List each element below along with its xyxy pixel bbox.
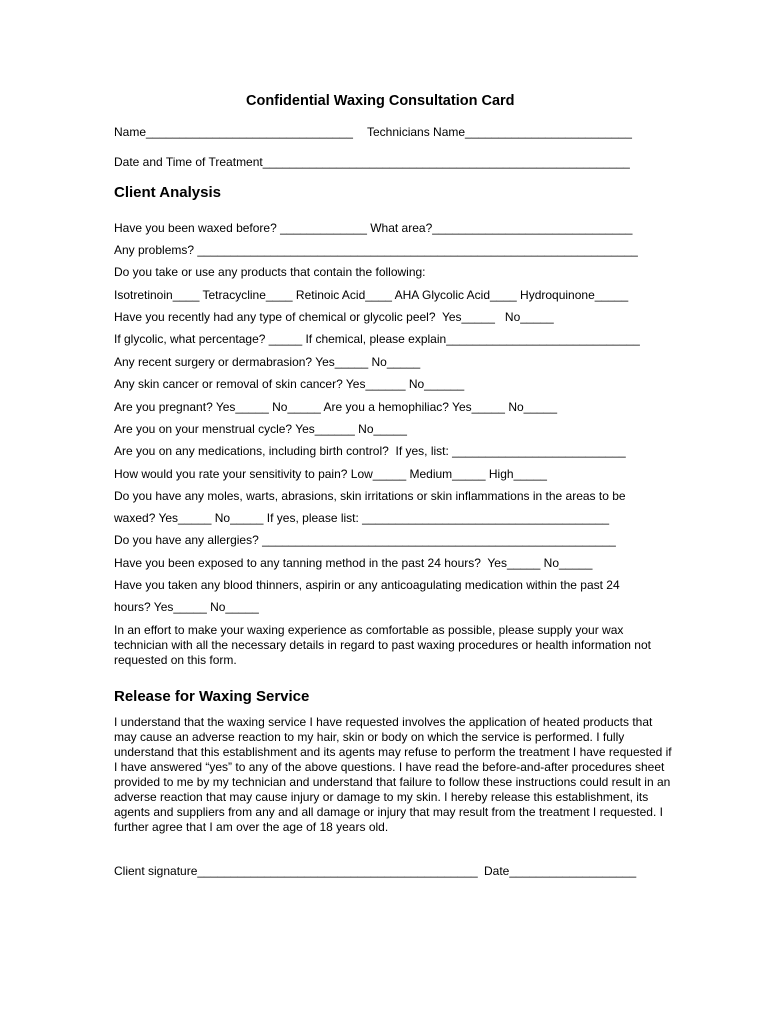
question-problems[interactable]: Any problems? __________________________________________________________________ bbox=[114, 243, 638, 257]
technician-name-field[interactable]: Technicians Name_________________________ bbox=[367, 125, 632, 139]
question-skin-cancer[interactable]: Any skin cancer or removal of skin cancer? Yes______ No______ bbox=[114, 377, 465, 391]
question-blood-thinners-answer[interactable]: hours? Yes_____ No_____ bbox=[114, 600, 259, 614]
question-peel[interactable]: Have you recently had any type of chemical or glycolic peel? Yes_____ No_____ bbox=[114, 310, 554, 324]
question-surgery[interactable]: Any recent surgery or dermabrasion? Yes_____ No_____ bbox=[114, 355, 421, 369]
question-skin-conditions-answer[interactable]: waxed? Yes_____ No_____ If yes, please list: _____________________________________ bbox=[114, 511, 610, 525]
page-title: Confidential Waxing Consultation Card bbox=[246, 93, 515, 109]
question-pain-sensitivity[interactable]: How would you rate your sensitivity to pain? Low_____ Medium_____ High_____ bbox=[114, 467, 547, 481]
client-signature-field[interactable]: Client signature__________________________________________ bbox=[114, 864, 478, 878]
question-skin-conditions: Do you have any moles, warts, abrasions, skin irritations or skin inflammations in the areas to be bbox=[114, 489, 626, 503]
question-tanning[interactable]: Have you been exposed to any tanning method in the past 24 hours? Yes_____ No_____ bbox=[114, 556, 593, 570]
signature-date-field[interactable]: Date___________________ bbox=[484, 864, 637, 878]
question-waxed-before[interactable]: Have you been waxed before? _____________ What area?______________________________ bbox=[114, 221, 633, 235]
release-text: I understand that the waxing service I have requested involves the application of heated products that may cause an adverse reaction to my hair, skin or body on which the service is performed. I fully understand that this establishment and its agents may refuse to perform the treatment I have requested if I have answered “yes” to any of the above questions. I have read the before-and-after procedures sheet provided to me by my technician and understand that failure to follow these instructions could result in an adverse reaction that may cause injury or damage to my skin. I hereby release this establishment, its agents and suppliers from any and all damage or injury that may result from the treatment I requested. I further agree that I am over the age of 18 years old. bbox=[114, 715, 672, 834]
question-blood-thinners: Have you taken any blood thinners, aspirin or any anticoagulating medication within the past 24 bbox=[114, 578, 620, 592]
question-pregnant-hemophiliac[interactable]: Are you pregnant? Yes_____ No_____ Are you a hemophiliac? Yes_____ No_____ bbox=[114, 400, 558, 414]
date-time-field[interactable]: Date and Time of Treatment_______________________________________________________ bbox=[114, 155, 630, 169]
question-glycolic-percentage[interactable]: If glycolic, what percentage? _____ If chemical, please explain_____________________________ bbox=[114, 332, 640, 346]
question-allergies[interactable]: Do you have any allergies? _____________________________________________________ bbox=[114, 533, 616, 547]
release-heading: Release for Waxing Service bbox=[114, 688, 310, 705]
name-field[interactable]: Name_______________________________ bbox=[114, 125, 353, 139]
question-medications[interactable]: Are you on any medications, including birth control? If yes, list: __________________________ bbox=[114, 444, 626, 458]
question-menstrual-cycle[interactable]: Are you on your menstrual cycle? Yes______ No_____ bbox=[114, 422, 407, 436]
analysis-note: In an effort to make your waxing experience as comfortable as possible, please supply your wax technician with all the necessary details in regard to past waxing procedures or health information not requested on this form. bbox=[114, 623, 651, 667]
question-products-list[interactable]: Isotretinoin____ Tetracycline____ Retinoic Acid____ AHA Glycolic Acid____ Hydroquinone_____ bbox=[114, 288, 629, 302]
client-analysis-heading: Client Analysis bbox=[114, 184, 221, 201]
question-products-intro: Do you take or use any products that contain the following: bbox=[114, 265, 426, 279]
